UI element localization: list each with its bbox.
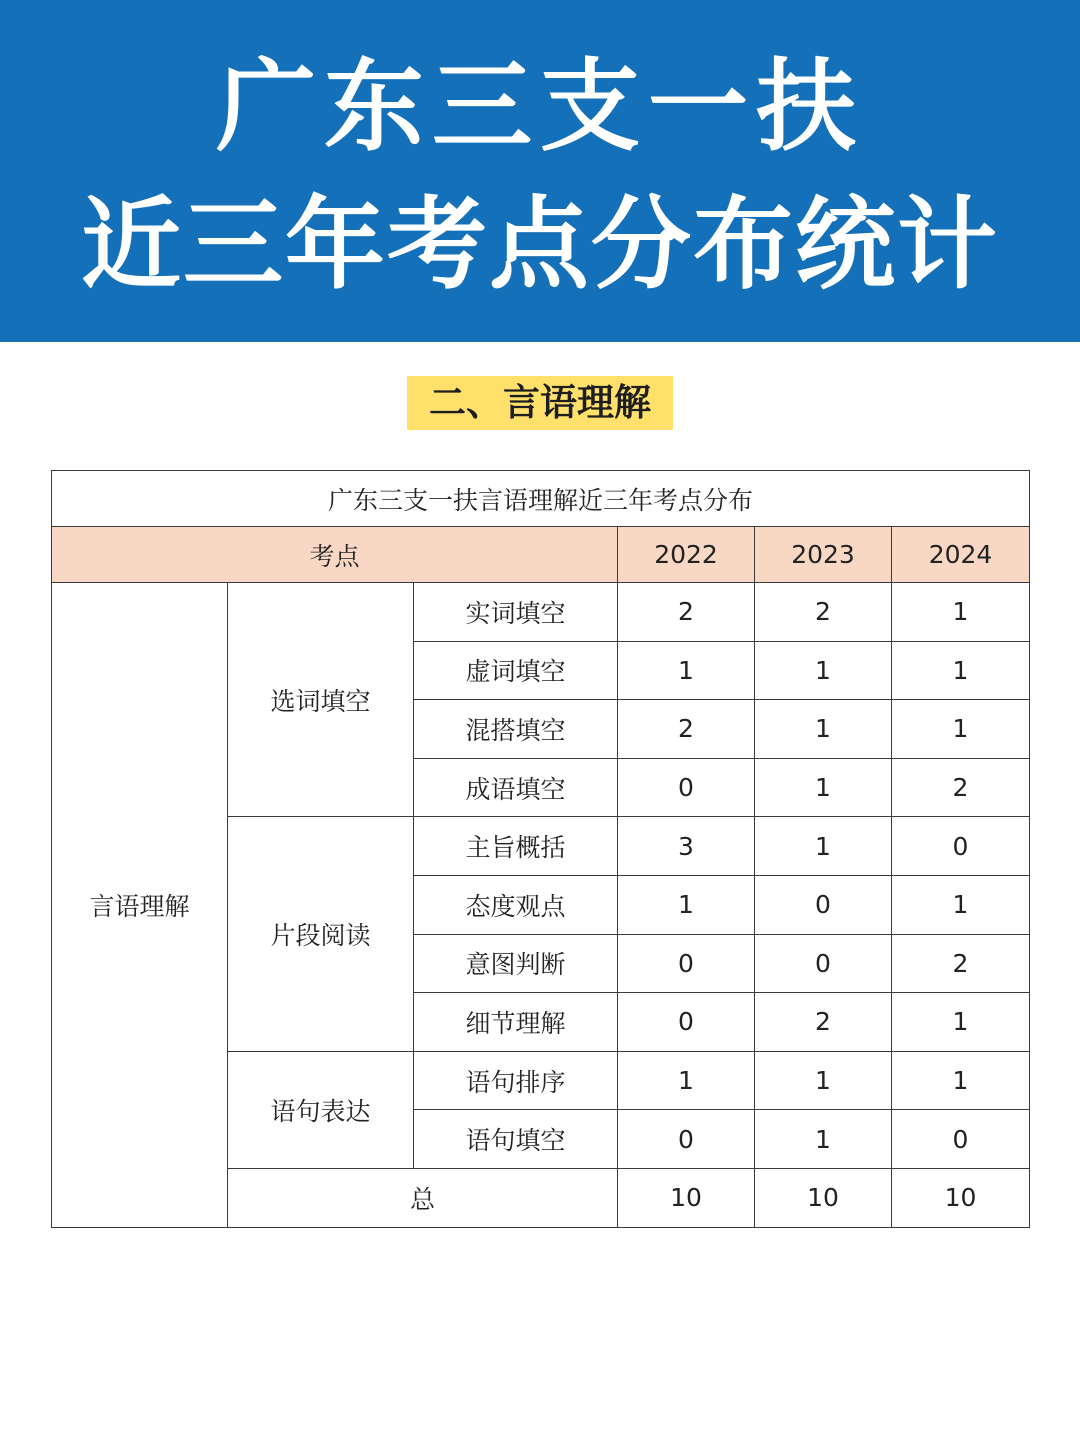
exam-points-table [51, 470, 1030, 1228]
value-cell: 0 [618, 758, 755, 817]
header-topic: 考点 [52, 527, 618, 583]
value-cell: 1 [892, 700, 1030, 759]
item-cell: 虚词填空 [414, 641, 618, 700]
item-cell: 主旨概括 [414, 817, 618, 876]
total-value: 10 [618, 1168, 755, 1227]
value-cell: 2 [892, 934, 1030, 993]
item-cell: 态度观点 [414, 875, 618, 934]
item-cell: 意图判断 [414, 934, 618, 993]
value-cell: 0 [755, 875, 892, 934]
value-cell: 1 [618, 1051, 755, 1110]
value-cell: 1 [892, 993, 1030, 1052]
header-year-2023: 2023 [755, 527, 892, 583]
value-cell: 0 [618, 1110, 755, 1169]
header-year-2022: 2022 [618, 527, 755, 583]
total-value: 10 [755, 1168, 892, 1227]
value-cell: 1 [618, 641, 755, 700]
table-caption-row [52, 471, 1030, 527]
title-banner [0, 0, 1080, 342]
total-label: 总 [228, 1168, 618, 1227]
table-row [52, 583, 1030, 642]
item-cell: 细节理解 [414, 993, 618, 1052]
section-heading: 二、言语理解 [407, 376, 673, 430]
value-cell: 1 [755, 1110, 892, 1169]
header-year-2024: 2024 [892, 527, 1030, 583]
category-cell: 言语理解 [52, 583, 228, 1228]
value-cell: 0 [618, 934, 755, 993]
item-cell: 语句填空 [414, 1110, 618, 1169]
value-cell: 2 [755, 993, 892, 1052]
value-cell: 1 [618, 875, 755, 934]
value-cell: 1 [755, 700, 892, 759]
value-cell: 0 [892, 817, 1030, 876]
value-cell: 2 [618, 583, 755, 642]
value-cell: 0 [892, 1110, 1030, 1169]
banner-title-line2: 近三年考点分布统计 [81, 186, 999, 303]
value-cell: 0 [618, 993, 755, 1052]
group-cell: 片段阅读 [228, 817, 414, 1051]
banner-title-line1: 广东三支一扶 [216, 48, 864, 165]
value-cell: 2 [618, 700, 755, 759]
group-cell: 语句表达 [228, 1051, 414, 1168]
item-cell: 语句排序 [414, 1051, 618, 1110]
value-cell: 2 [755, 583, 892, 642]
value-cell: 1 [755, 817, 892, 876]
value-cell: 1 [892, 875, 1030, 934]
value-cell: 2 [892, 758, 1030, 817]
table-caption: 广东三支一扶言语理解近三年考点分布 [52, 471, 1030, 527]
value-cell: 3 [618, 817, 755, 876]
value-cell: 1 [755, 641, 892, 700]
group-cell: 选词填空 [228, 583, 414, 817]
total-value: 10 [892, 1168, 1030, 1227]
value-cell: 0 [755, 934, 892, 993]
table-header-row [52, 527, 1030, 583]
value-cell: 1 [892, 583, 1030, 642]
value-cell: 1 [755, 1051, 892, 1110]
item-cell: 实词填空 [414, 583, 618, 642]
item-cell: 成语填空 [414, 758, 618, 817]
value-cell: 1 [892, 641, 1030, 700]
value-cell: 1 [892, 1051, 1030, 1110]
value-cell: 1 [755, 758, 892, 817]
item-cell: 混搭填空 [414, 700, 618, 759]
